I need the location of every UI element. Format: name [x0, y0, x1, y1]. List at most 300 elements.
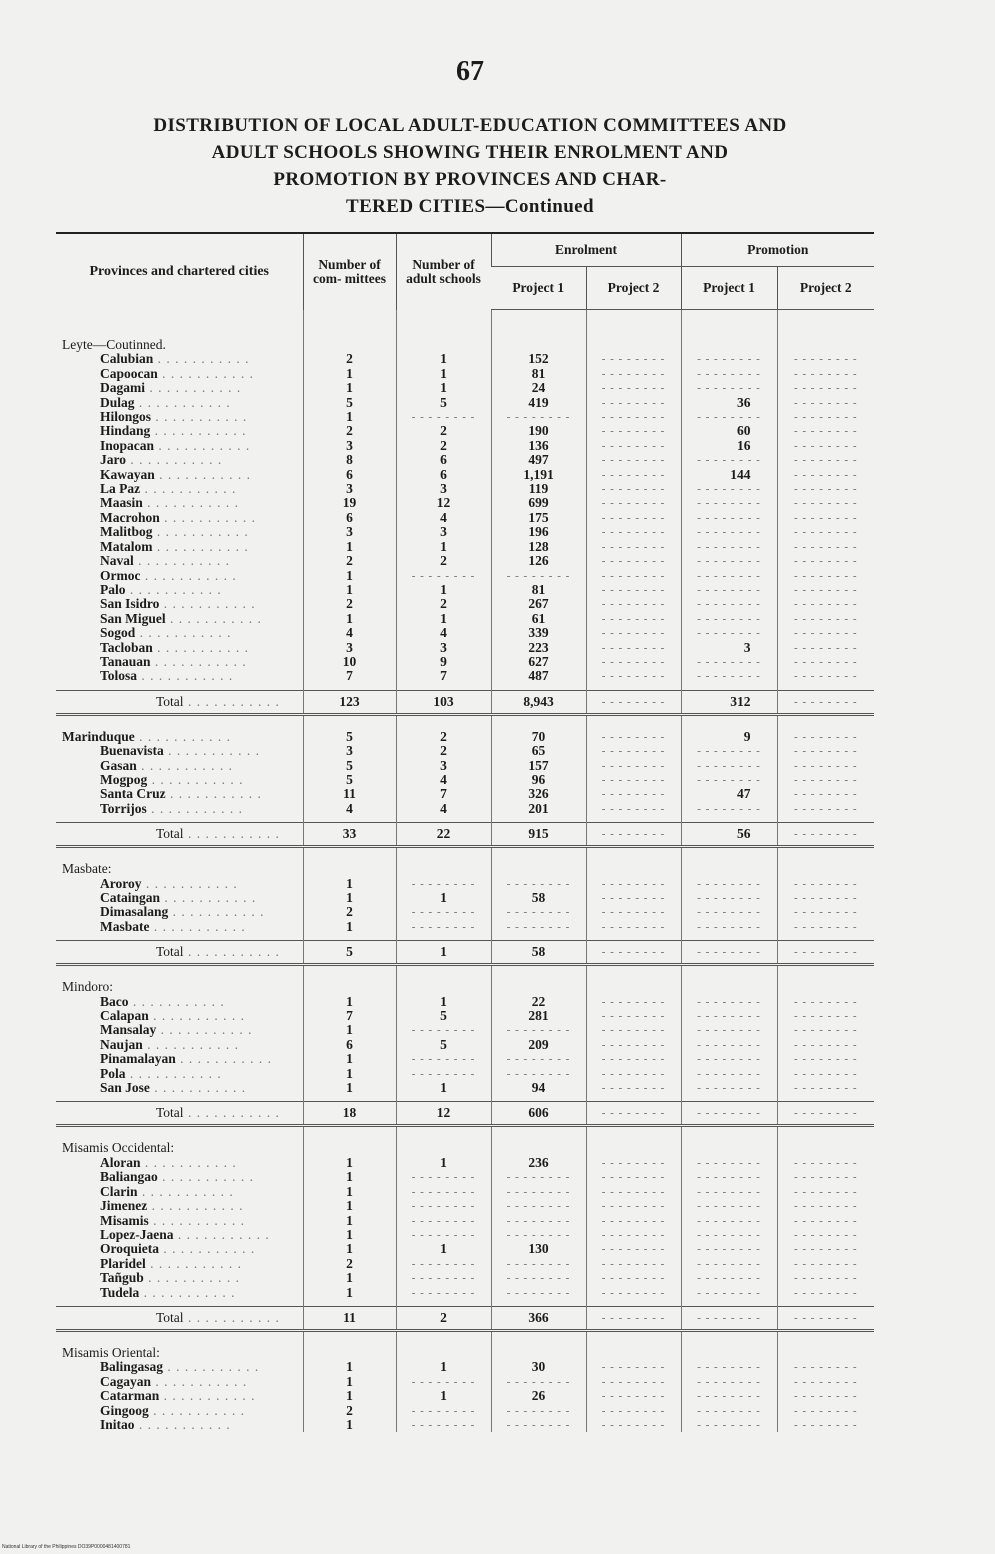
- municipality-label: Pola: [100, 1066, 126, 1081]
- municipality-name: [56, 802, 303, 816]
- leader-dots: . . . . . . . . . . .: [163, 1360, 260, 1375]
- municipality-name: [56, 1271, 303, 1285]
- promotion-project-2-cell: - - - - - - - -: [777, 1228, 874, 1242]
- table-row: [56, 891, 874, 905]
- committees-cell: 1: [303, 1081, 396, 1095]
- total-promotion-project-2: - - - - - - - -: [777, 941, 874, 965]
- leader-dots: . . . . . . . . . . .: [175, 1052, 273, 1067]
- enrolment-project-1-cell: 94: [491, 1081, 586, 1095]
- municipality-label: Calubian: [100, 352, 154, 367]
- enrolment-project-1-cell: - - - - - - - -: [491, 1257, 586, 1271]
- enrolment-project-2-cell: - - - - - - - -: [586, 381, 681, 395]
- schools-cell: 2: [396, 744, 491, 758]
- table-row: [56, 1286, 874, 1300]
- municipality-name: [56, 453, 303, 467]
- committees-cell: 1: [303, 1228, 396, 1242]
- empty-cell: [491, 338, 586, 352]
- leader-dots: . . . . . . . . . . .: [141, 876, 238, 891]
- promotion-project-1-cell: - - - - - - - -: [681, 1418, 777, 1432]
- promotion-project-2-cell: - - - - - - - -: [777, 496, 874, 510]
- enrolment-project-2-cell: - - - - - - - -: [586, 554, 681, 568]
- enrolment-project-2-cell: - - - - - - - -: [586, 759, 681, 773]
- title-line: DISTRIBUTION OF LOCAL ADULT-EDUCATION COMMITTEES AND: [153, 115, 787, 136]
- table-row: [56, 1418, 874, 1432]
- schools-cell: - - - - - - - -: [396, 1199, 491, 1213]
- table-row: [56, 1199, 874, 1213]
- total-label: [56, 823, 303, 847]
- schools-cell: 1: [396, 612, 491, 626]
- empty-cell: [491, 980, 586, 994]
- leader-dots: . . . . . . . . . . .: [137, 1184, 234, 1199]
- schools-cell: 1: [396, 1156, 491, 1170]
- committees-cell: 5: [303, 730, 396, 744]
- enrolment-project-1-cell: - - - - - - - -: [491, 1067, 586, 1081]
- committees-cell: 11: [303, 787, 396, 801]
- province-name: Mindoro:: [62, 980, 114, 995]
- promotion-project-2-cell: - - - - - - - -: [777, 597, 874, 611]
- promotion-project-2-cell: - - - - - - - -: [777, 655, 874, 669]
- schools-cell: 3: [396, 525, 491, 539]
- committees-cell: 1: [303, 877, 396, 891]
- committees-cell: 1: [303, 1067, 396, 1081]
- leader-dots: . . . . . . . . . . .: [142, 496, 240, 511]
- municipality-name: [56, 1228, 303, 1242]
- enrolment-project-1-cell: 236: [491, 1156, 586, 1170]
- promotion-project-1-cell: - - - - - - - -: [681, 1286, 777, 1300]
- municipality-label: Gingoog: [100, 1403, 149, 1418]
- enrolment-project-2-cell: - - - - - - - -: [586, 1257, 681, 1271]
- leader-dots: . . . . . . . . . . .: [145, 1256, 242, 1271]
- enrolment-project-2-cell: - - - - - - - -: [586, 877, 681, 891]
- leader-dots: . . . . . . . . . . .: [151, 1374, 248, 1389]
- schools-cell: - - - - - - - -: [396, 1023, 491, 1037]
- total-label: [56, 690, 303, 714]
- total-schools: 2: [396, 1306, 491, 1330]
- schools-cell: - - - - - - - -: [396, 920, 491, 934]
- schools-cell: 5: [396, 1038, 491, 1052]
- promotion-project-1-cell: - - - - - - - -: [681, 1389, 777, 1403]
- enrolment-project-2-cell: - - - - - - - -: [586, 367, 681, 381]
- committees-cell: 1: [303, 1214, 396, 1228]
- committees-cell: 7: [303, 1009, 396, 1023]
- promotion-project-1-cell: - - - - - - - -: [681, 1360, 777, 1374]
- province-name: Misamis Oriental:: [62, 1345, 160, 1360]
- promotion-project-1-cell: 36: [681, 396, 777, 410]
- table-row: [56, 920, 874, 934]
- table-row: [56, 787, 874, 801]
- municipality-label: Inopacan: [100, 438, 155, 453]
- table-row: [56, 995, 874, 1009]
- municipality-name: [56, 352, 303, 366]
- total-promotion-project-1: - - - - - - - -: [681, 941, 777, 965]
- schools-cell: - - - - - - - -: [396, 1185, 491, 1199]
- enrolment-project-2-cell: - - - - - - - -: [586, 496, 681, 510]
- province-name: Masbate:: [62, 862, 112, 877]
- municipality-label: San Isidro: [100, 597, 160, 612]
- table-row: [56, 669, 874, 683]
- municipality-label: Hilongos: [100, 410, 152, 425]
- enrolment-project-1-cell: 119: [491, 482, 586, 496]
- committees-cell: 4: [303, 626, 396, 640]
- schools-cell: 1: [396, 381, 491, 395]
- empty-cell: [303, 980, 396, 994]
- schools-cell: - - - - - - - -: [396, 1404, 491, 1418]
- schools-cell: 6: [396, 453, 491, 467]
- enrolment-project-1-cell: 419: [491, 396, 586, 410]
- leader-dots: . . . . . . . . . . .: [183, 825, 280, 841]
- table-row: [56, 744, 874, 758]
- total-enrolment-project-2: - - - - - - - -: [586, 1102, 681, 1126]
- enrolment-project-1-cell: 1,191: [491, 468, 586, 482]
- enrolment-project-2-cell: - - - - - - - -: [586, 905, 681, 919]
- table-row: [56, 1067, 874, 1081]
- footer-credit: National Library of the Philippines DO39P0000481400781: [2, 1544, 131, 1550]
- header-promotion: Promotion: [681, 233, 874, 267]
- leader-dots: . . . . . . . . . . .: [150, 424, 247, 439]
- enrolment-project-1-cell: 61: [491, 612, 586, 626]
- municipality-name: [56, 1375, 303, 1389]
- leader-dots: . . . . . . . . . . .: [165, 611, 262, 626]
- promotion-project-2-cell: - - - - - - - -: [777, 1185, 874, 1199]
- enrolment-project-1-cell: 130: [491, 1242, 586, 1256]
- empty-cell: [491, 862, 586, 876]
- committees-cell: 1: [303, 1185, 396, 1199]
- schools-cell: - - - - - - - -: [396, 1257, 491, 1271]
- municipality-label: Macrohon: [100, 510, 160, 525]
- schools-cell: 2: [396, 424, 491, 438]
- empty-cell: [681, 862, 777, 876]
- total-label-text: Total: [156, 693, 184, 709]
- promotion-project-2-cell: - - - - - - - -: [777, 641, 874, 655]
- total-promotion-project-1: - - - - - - - -: [681, 1102, 777, 1126]
- leader-dots: . . . . . . . . . . .: [147, 772, 244, 787]
- province-name: Misamis Occidental:: [62, 1141, 175, 1156]
- committees-cell: 1: [303, 1286, 396, 1300]
- leader-dots: . . . . . . . . . . .: [140, 1155, 237, 1170]
- leader-dots: . . . . . . . . . . .: [133, 554, 230, 569]
- total-promotion-project-1: - - - - - - - -: [681, 1306, 777, 1330]
- municipality-name: [56, 367, 303, 381]
- province-name: Leyte—Coutinned.: [62, 338, 166, 352]
- schools-cell: 1: [396, 1360, 491, 1374]
- municipality-name: [56, 1156, 303, 1170]
- table-row: [56, 1214, 874, 1228]
- schools-cell: 1: [396, 1389, 491, 1403]
- promotion-project-2-cell: - - - - - - - -: [777, 410, 874, 424]
- promotion-project-1-cell: - - - - - - - -: [681, 482, 777, 496]
- municipality-name: [56, 396, 303, 410]
- schools-cell: - - - - - - - -: [396, 1067, 491, 1081]
- promotion-project-2-cell: - - - - - - - -: [777, 1418, 874, 1432]
- promotion-project-1-cell: 9: [681, 730, 777, 744]
- table-row: [56, 877, 874, 891]
- table-row: [56, 626, 874, 640]
- enrolment-project-1-cell: 70: [491, 730, 586, 744]
- promotion-project-2-cell: - - - - - - - -: [777, 1271, 874, 1285]
- committees-cell: 7: [303, 669, 396, 683]
- promotion-project-2-cell: - - - - - - - -: [777, 367, 874, 381]
- municipality-label: Clarin: [100, 1184, 138, 1199]
- empty-cell: [396, 1141, 491, 1155]
- enrolment-project-2-cell: - - - - - - - -: [586, 1375, 681, 1389]
- municipality-label: Jaro: [100, 453, 126, 468]
- municipality-name: [56, 626, 303, 640]
- municipality-name: [56, 787, 303, 801]
- municipality-name: [56, 1214, 303, 1228]
- leader-dots: . . . . . . . . . . .: [150, 654, 247, 669]
- table-row: [56, 569, 874, 583]
- empty-cell: [303, 338, 396, 352]
- committees-cell: 1: [303, 1199, 396, 1213]
- schools-cell: 3: [396, 759, 491, 773]
- table-row: [56, 1156, 874, 1170]
- municipality-label: Aroroy: [100, 876, 142, 891]
- enrolment-project-1-cell: 58: [491, 891, 586, 905]
- enrolment-project-2-cell: - - - - - - - -: [586, 1214, 681, 1228]
- enrolment-project-1-cell: - - - - - - - -: [491, 1271, 586, 1285]
- enrolment-project-1-cell: 487: [491, 669, 586, 683]
- municipality-label: Dimasalang: [100, 905, 169, 920]
- table-row: [56, 1081, 874, 1095]
- enrolment-project-2-cell: - - - - - - - -: [586, 744, 681, 758]
- total-row: [56, 1102, 874, 1126]
- committees-cell: 2: [303, 905, 396, 919]
- municipality-label: Malitbog: [100, 525, 153, 540]
- leader-dots: . . . . . . . . . . .: [154, 438, 251, 453]
- header-enrolment: Enrolment: [491, 233, 681, 267]
- committees-cell: 19: [303, 496, 396, 510]
- table-row: [56, 381, 874, 395]
- promotion-project-1-cell: - - - - - - - -: [681, 569, 777, 583]
- municipality-label: Tudela: [100, 1285, 140, 1300]
- municipality-label: Maasin: [100, 496, 143, 511]
- committees-cell: 2: [303, 1404, 396, 1418]
- promotion-project-1-cell: - - - - - - - -: [681, 453, 777, 467]
- promotion-project-1-cell: - - - - - - - -: [681, 626, 777, 640]
- province-header-row: [56, 1141, 874, 1155]
- promotion-project-2-cell: - - - - - - - -: [777, 1389, 874, 1403]
- municipality-label: Lopez-Jaena: [100, 1227, 174, 1242]
- municipality-label: Baco: [100, 994, 129, 1009]
- spacer-row: [56, 965, 874, 981]
- committees-cell: 1: [303, 410, 396, 424]
- table-row: [56, 453, 874, 467]
- municipality-label: Kawayan: [100, 467, 155, 482]
- leader-dots: . . . . . . . . . . .: [183, 1105, 280, 1121]
- leader-dots: . . . . . . . . . . .: [156, 1023, 253, 1038]
- municipality-label: Sogod: [100, 626, 136, 641]
- table-row: [56, 1360, 874, 1374]
- promotion-project-2-cell: - - - - - - - -: [777, 569, 874, 583]
- total-row: [56, 1306, 874, 1330]
- municipality-name: [56, 569, 303, 583]
- promotion-project-1-cell: - - - - - - - -: [681, 744, 777, 758]
- municipality-label: Balingasag: [100, 1360, 164, 1375]
- enrolment-project-2-cell: - - - - - - - -: [586, 1052, 681, 1066]
- enrolment-project-2-cell: - - - - - - - -: [586, 1081, 681, 1095]
- empty-cell: [491, 1346, 586, 1360]
- total-enrolment-project-2: - - - - - - - -: [586, 1306, 681, 1330]
- committees-cell: 1: [303, 1052, 396, 1066]
- enrolment-project-1-cell: 699: [491, 496, 586, 510]
- promotion-project-1-cell: - - - - - - - -: [681, 612, 777, 626]
- committees-cell: 6: [303, 1038, 396, 1052]
- enrolment-project-1-cell: - - - - - - - -: [491, 920, 586, 934]
- empty-cell: [586, 1141, 681, 1155]
- leader-dots: . . . . . . . . . . .: [148, 1403, 246, 1418]
- promotion-project-2-cell: - - - - - - - -: [777, 626, 874, 640]
- total-promotion-project-1: 312: [681, 690, 777, 714]
- total-enrolment-project-2: - - - - - - - -: [586, 690, 681, 714]
- schools-cell: 5: [396, 1009, 491, 1023]
- promotion-project-2-cell: - - - - - - - -: [777, 1052, 874, 1066]
- enrolment-project-2-cell: - - - - - - - -: [586, 612, 681, 626]
- municipality-name: [56, 583, 303, 597]
- municipality-name: [56, 1023, 303, 1037]
- promotion-project-2-cell: - - - - - - - -: [777, 1009, 874, 1023]
- enrolment-project-1-cell: 81: [491, 367, 586, 381]
- leader-dots: . . . . . . . . . . .: [168, 905, 265, 920]
- promotion-project-1-cell: - - - - - - - -: [681, 1170, 777, 1184]
- enrolment-project-1-cell: 497: [491, 453, 586, 467]
- total-enrolment-project-1: 8,943: [491, 690, 586, 714]
- promotion-project-2-cell: - - - - - - - -: [777, 920, 874, 934]
- municipality-label: Plaridel: [100, 1256, 146, 1271]
- municipality-name: [56, 1009, 303, 1023]
- promotion-project-1-cell: - - - - - - - -: [681, 367, 777, 381]
- total-schools: 12: [396, 1102, 491, 1126]
- promotion-project-2-cell: - - - - - - - -: [777, 759, 874, 773]
- header-enrolment-project-2: Project 2: [586, 267, 681, 310]
- enrolment-project-1-cell: 65: [491, 744, 586, 758]
- promotion-project-2-cell: - - - - - - - -: [777, 1375, 874, 1389]
- municipality-label: Masbate: [100, 919, 150, 934]
- municipality-name: [56, 496, 303, 510]
- enrolment-project-2-cell: - - - - - - - -: [586, 410, 681, 424]
- enrolment-project-1-cell: - - - - - - - -: [491, 1418, 586, 1432]
- promotion-project-1-cell: - - - - - - - -: [681, 905, 777, 919]
- promotion-project-1-cell: - - - - - - - -: [681, 995, 777, 1009]
- header-enrolment-project-1: Project 1: [491, 267, 586, 310]
- promotion-project-1-cell: - - - - - - - -: [681, 1375, 777, 1389]
- total-label: [56, 1102, 303, 1126]
- leader-dots: . . . . . . . . . . .: [165, 787, 262, 802]
- municipality-label: Oroquieta: [100, 1242, 160, 1257]
- promotion-project-1-cell: - - - - - - - -: [681, 1156, 777, 1170]
- table-row: [56, 424, 874, 438]
- empty-cell: [777, 1141, 874, 1155]
- promotion-project-1-cell: - - - - - - - -: [681, 891, 777, 905]
- empty-cell: [396, 980, 491, 994]
- municipality-name: [56, 1170, 303, 1184]
- schools-cell: 5: [396, 396, 491, 410]
- committees-cell: 2: [303, 352, 396, 366]
- table-row: [56, 367, 874, 381]
- leader-dots: . . . . . . . . . . .: [147, 1199, 244, 1214]
- table-row: [56, 554, 874, 568]
- empty-cell: [681, 1141, 777, 1155]
- promotion-project-2-cell: - - - - - - - -: [777, 669, 874, 683]
- enrolment-project-2-cell: - - - - - - - -: [586, 583, 681, 597]
- municipality-label: Cataingan: [100, 891, 161, 905]
- enrolment-project-1-cell: 190: [491, 424, 586, 438]
- committees-cell: 1: [303, 1023, 396, 1037]
- table-row: [56, 1038, 874, 1052]
- municipality-label: Naval: [100, 554, 134, 569]
- municipality-name: [56, 891, 303, 905]
- table-row: [56, 1052, 874, 1066]
- title-line: TERED CITIES—Continued: [346, 196, 594, 217]
- municipality-name: [56, 1389, 303, 1403]
- committees-cell: 1: [303, 583, 396, 597]
- municipality-label: Marinduque: [62, 729, 135, 744]
- municipality-name: [56, 1185, 303, 1199]
- committees-cell: 1: [303, 1389, 396, 1403]
- promotion-project-1-cell: 3: [681, 641, 777, 655]
- spacer-row: [56, 310, 874, 339]
- enrolment-project-1-cell: 136: [491, 439, 586, 453]
- total-committees: 123: [303, 690, 396, 714]
- leader-dots: . . . . . . . . . . .: [134, 729, 232, 744]
- leader-dots: . . . . . . . . . . .: [125, 582, 222, 597]
- enrolment-project-2-cell: - - - - - - - -: [586, 1023, 681, 1037]
- empty-cell: [396, 1346, 491, 1360]
- enrolment-project-1-cell: - - - - - - - -: [491, 569, 586, 583]
- total-enrolment-project-1: 58: [491, 941, 586, 965]
- promotion-project-2-cell: - - - - - - - -: [777, 554, 874, 568]
- promotion-project-2-cell: - - - - - - - -: [777, 744, 874, 758]
- distribution-table: [56, 232, 874, 1432]
- enrolment-project-1-cell: 81: [491, 583, 586, 597]
- enrolment-project-2-cell: - - - - - - - -: [586, 1156, 681, 1170]
- leader-dots: . . . . . . . . . . .: [183, 944, 280, 960]
- municipality-name: [56, 920, 303, 934]
- table-body: [56, 310, 874, 1433]
- municipality-label: Mogpog: [100, 772, 148, 787]
- promotion-project-2-cell: - - - - - - - -: [777, 802, 874, 816]
- leader-dots: . . . . . . . . . . .: [140, 482, 237, 497]
- promotion-project-1-cell: - - - - - - - -: [681, 920, 777, 934]
- enrolment-project-1-cell: - - - - - - - -: [491, 1052, 586, 1066]
- committees-cell: 8: [303, 453, 396, 467]
- total-committees: 18: [303, 1102, 396, 1126]
- spacer-row: [56, 1126, 874, 1142]
- enrolment-project-2-cell: - - - - - - - -: [586, 511, 681, 525]
- municipality-name: [56, 641, 303, 655]
- total-committees: 5: [303, 941, 396, 965]
- enrolment-project-2-cell: - - - - - - - -: [586, 468, 681, 482]
- committees-cell: 5: [303, 396, 396, 410]
- schools-cell: 3: [396, 482, 491, 496]
- municipality-name: [56, 1257, 303, 1271]
- enrolment-project-2-cell: - - - - - - - -: [586, 1389, 681, 1403]
- municipality-label: Hindang: [100, 424, 151, 439]
- leader-dots: . . . . . . . . . . .: [159, 510, 256, 525]
- leader-dots: . . . . . . . . . . .: [159, 1242, 256, 1257]
- total-schools: 103: [396, 690, 491, 714]
- total-committees: 33: [303, 823, 396, 847]
- promotion-project-2-cell: - - - - - - - -: [777, 612, 874, 626]
- leader-dots: . . . . . . . . . . .: [125, 1066, 222, 1081]
- promotion-project-2-cell: - - - - - - - -: [777, 511, 874, 525]
- municipality-name: [56, 612, 303, 626]
- municipality-name: [56, 877, 303, 891]
- schools-cell: - - - - - - - -: [396, 1228, 491, 1242]
- empty-cell: [586, 862, 681, 876]
- promotion-project-2-cell: - - - - - - - -: [777, 439, 874, 453]
- promotion-project-1-cell: - - - - - - - -: [681, 554, 777, 568]
- leader-dots: . . . . . . . . . . .: [137, 669, 234, 684]
